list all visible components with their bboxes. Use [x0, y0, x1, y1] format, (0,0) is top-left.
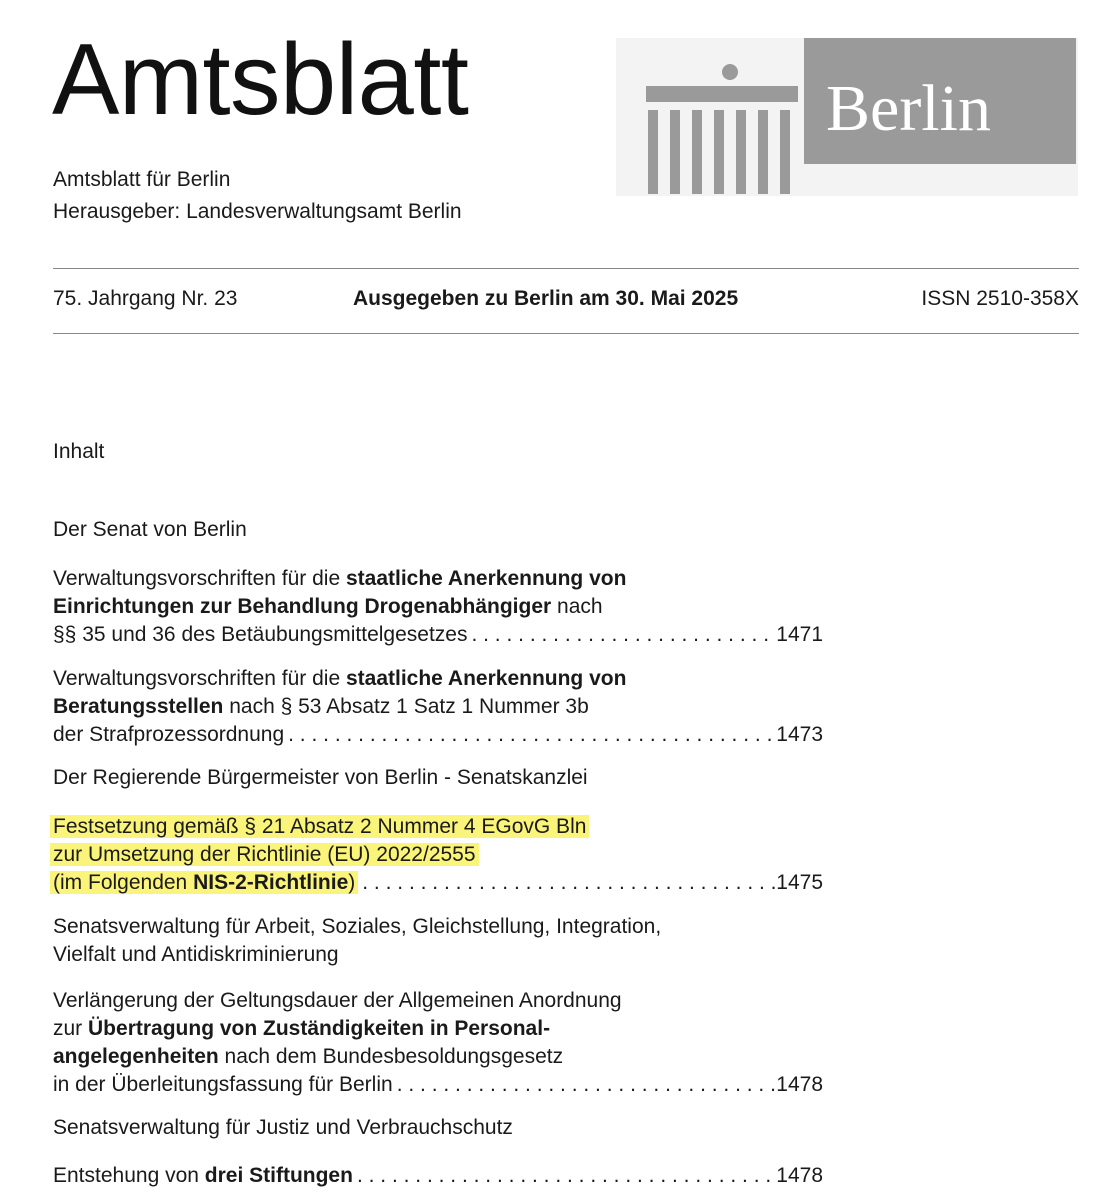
- page-number: 1475: [776, 871, 823, 894]
- entry-text: §§ 35 und 36 des Betäubungsmittelgesetzes: [53, 623, 468, 646]
- toc-section-title: Der Regierende Bürgermeister von Berlin - Senatskanzlei: [53, 766, 588, 789]
- page-number: 1478: [776, 1073, 823, 1096]
- entry-text: Verwaltungsvorschriften für die: [53, 567, 346, 590]
- entry-text: in der Überleitungsfassung für Berlin: [53, 1073, 393, 1096]
- entry-bold-text: NIS-2-Richtlinie: [193, 871, 349, 894]
- entry-text: nach § 53 Absatz 1 Satz 1 Nummer 3b: [223, 695, 589, 718]
- toc-entry[interactable]: [53, 565, 823, 649]
- volume-number: 75. Jahrgang Nr. 23: [53, 287, 238, 310]
- entry-bold-text: staatliche Anerkennung von: [345, 667, 627, 690]
- publication-subtitle: Amtsblatt für Berlin: [53, 168, 231, 191]
- highlighted-text: (im Folgenden NIS-2-Richtlinie): [50, 871, 358, 894]
- toc-section-title: Senatsverwaltung für Justiz und Verbrauchschutz: [53, 1116, 513, 1139]
- entry-bold-text: Einrichtungen zur Behandlung Drogenabhängiger: [53, 595, 552, 618]
- entry-bold-text: staatliche Anerkennung von: [345, 567, 627, 590]
- leader-dots: [353, 1162, 776, 1190]
- page-number: 1478: [776, 1164, 823, 1187]
- highlighted-text: Festsetzung gemäß § 21 Absatz 2 Nummer 4 EGovG Bln: [50, 815, 589, 838]
- leader-dots: [284, 721, 776, 749]
- entry-text: zur: [53, 1017, 89, 1040]
- leader-dots: [358, 869, 776, 897]
- logo-wordmark: Berlin: [826, 72, 991, 145]
- entry-text: Entstehung von: [53, 1164, 205, 1187]
- entry-text: Verlängerung der Geltungsdauer der Allgemeinen Anordnung: [53, 989, 622, 1012]
- section-title-line: Vielfalt und Antidiskriminierung: [53, 943, 339, 966]
- header-rule-top: [53, 268, 1079, 269]
- toc-entry[interactable]: [53, 665, 823, 749]
- entry-text: nach dem Bundesbesoldungsgesetz: [218, 1045, 564, 1068]
- entry-bold-text: drei Stiftungen: [204, 1164, 353, 1187]
- toc-section-title: [53, 913, 823, 969]
- entry-bold-text: Beratungsstellen: [53, 695, 224, 718]
- entry-text: Verwaltungsvorschriften für die: [53, 667, 346, 690]
- toc-entry-highlighted[interactable]: [53, 813, 823, 897]
- issue-date: Ausgegeben zu Berlin am 30. Mai 2025: [353, 287, 739, 310]
- leader-dots: [467, 621, 776, 649]
- page-number: 1473: [776, 723, 823, 746]
- toc-entry[interactable]: [53, 987, 823, 1099]
- entry-text: nach: [551, 595, 603, 618]
- publisher-line: Herausgeber: Landesverwaltungsamt Berlin: [53, 200, 462, 223]
- masthead-title: Amtsblatt: [52, 24, 469, 136]
- issue-info-row: [53, 287, 1079, 317]
- entry-text: der Strafprozessordnung: [53, 723, 285, 746]
- section-title-line: Senatsverwaltung für Arbeit, Soziales, Gleichstellung, Integration,: [53, 915, 662, 938]
- issn: ISSN 2510-358X: [921, 287, 1079, 310]
- page-number: 1471: [776, 623, 823, 646]
- berlin-logo: [616, 38, 1078, 196]
- toc-section-title: Der Senat von Berlin: [53, 518, 247, 541]
- entry-bold-text: angelegenheiten: [53, 1045, 219, 1068]
- entry-bold-text: Übertragung von Zuständigkeiten in Personal-: [88, 1017, 551, 1040]
- toc-entry[interactable]: [53, 1162, 823, 1190]
- header-rule-bottom: [53, 333, 1079, 334]
- toc-heading: Inhalt: [53, 440, 105, 463]
- highlighted-text: zur Umsetzung der Richtlinie (EU) 2022/2555: [50, 843, 479, 866]
- leader-dots: [393, 1071, 777, 1099]
